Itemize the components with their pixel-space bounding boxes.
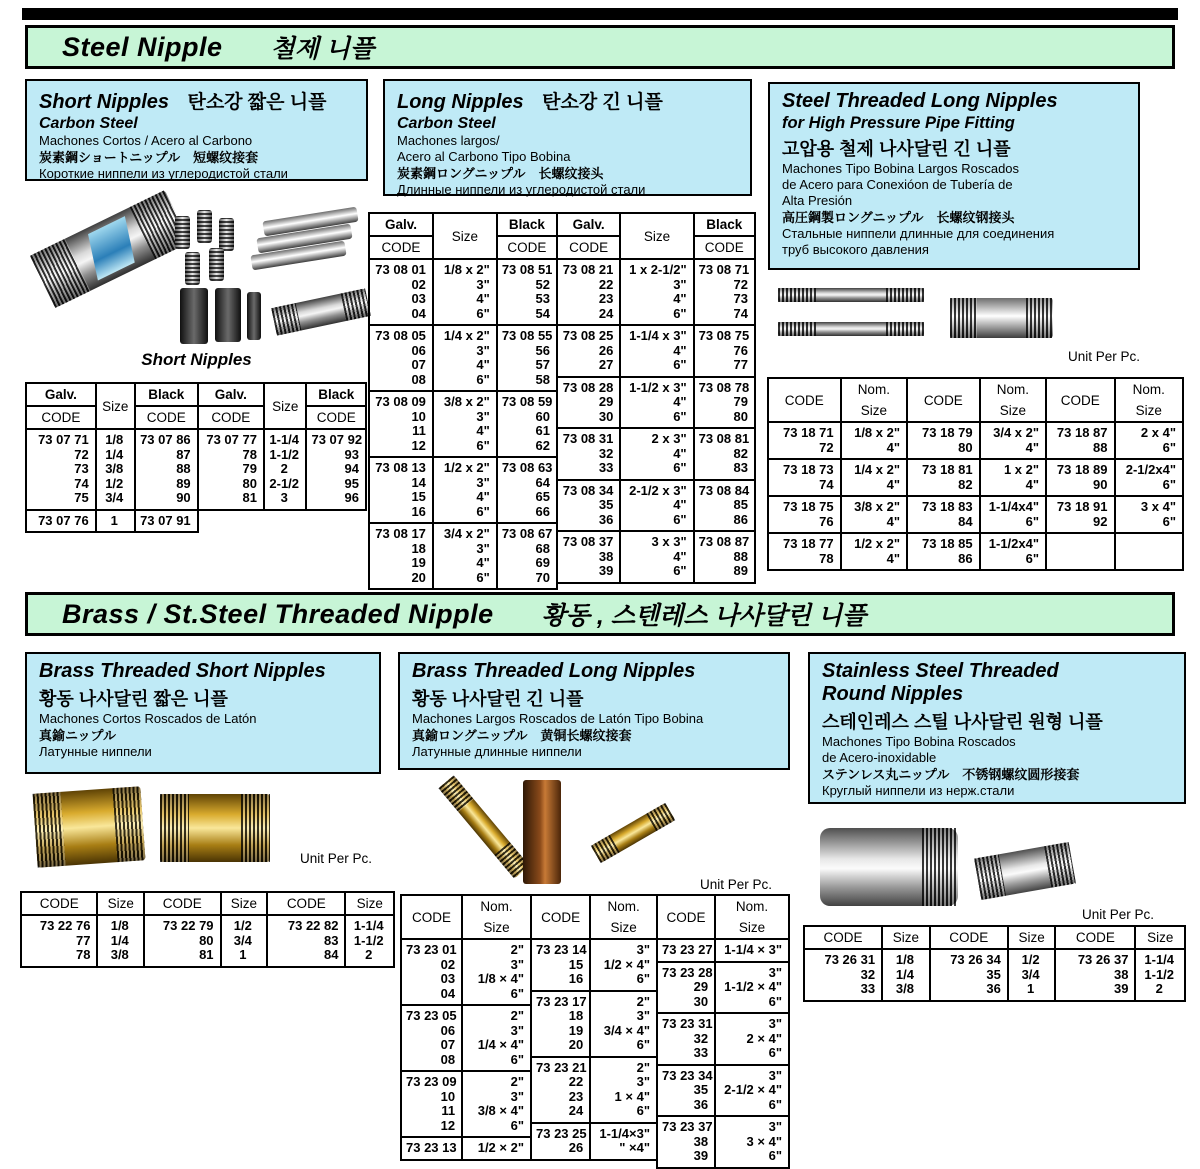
label-russian: Круглый ниппели из нерж.стали: [822, 783, 1015, 798]
section-title: Long Nipples: [397, 91, 524, 113]
long-threaded-nipple-image: [778, 322, 924, 336]
photo-caption: Short Nipples: [141, 350, 252, 369]
stainless-nipple-large-image: [820, 828, 958, 906]
section-steel-threaded-header: [768, 82, 1140, 270]
top-rule: [22, 8, 1178, 20]
brass-long-table-1: CODE Nom. Size 73 23 01 02 03 04 2" 3" 1/8 × 4" 6" 73 23 05 06 07 08 2" 3" 1/4 × 4" 6" 73 23 09 10 11 12 2" 3" 3/8 × 4" 6" 73 23 13 1/2 × 2": [400, 894, 532, 1161]
copper-tube-image: [523, 780, 561, 884]
section-title-korean: 황동 나사달린 짧은 니플: [39, 689, 228, 709]
stainless-table: CODE Size CODE Size CODE Size 73 26 31 32 33 1/8 1/4 3/8 73 26 34 35 36 1/2 3/4 1 73 26 37 38 39 1-1/4 1-1/2 2: [803, 925, 1186, 1002]
small-nipple-image: [175, 216, 190, 249]
unit-per-pc-label: Unit Per Pc.: [700, 877, 773, 892]
label-japanese: 真鍮ニップル: [39, 728, 116, 743]
stainless-photo: [815, 818, 1155, 918]
black-nipple-image: [247, 292, 261, 340]
brass-nipple-image: [160, 794, 270, 862]
small-nipple-image: [209, 248, 224, 281]
black-nipple-image: [215, 288, 241, 342]
section-title-row: [39, 87, 356, 114]
long-nipples-table-right: Galv. CODE Size Black CODE 73 08 21 22 23 24 1 x 2-1/2" 3" 4" 6" 73 08 71 72 73 74 73 08 25 26 27 1-1/4 x 3" 4" 6" 73 08 75 76 77 73 08 28 29 30 1-1/2 x 3" 4" 6" 73 08 78 79 80 73 08 31 32 33 2 x 3" 4" 6" 73 08 81 82 83 73 08 34 35 36 2-1/2 x 3" 4" 6" 73 08 84 85 86 73 08 37 38 39 3 x 3" 4" 6" 73 08 87 88 89: [556, 212, 756, 584]
section-long-nipples-header: [383, 79, 752, 196]
label-spanish: Machones largos/: [397, 133, 500, 148]
section-brass-long-header: [398, 652, 790, 770]
label-japanese-chinese: 真鍮ロングニップル 黄铜长螺纹接套: [412, 728, 632, 743]
label-spanish: Machones Cortos / Acero al Carbono: [39, 133, 253, 148]
section-title-korean: 탄소강 긴 니플: [542, 92, 663, 113]
unit-per-pc-label: Unit Per Pc.: [300, 851, 373, 866]
banner-title-korean: 황동 , 스텐레스 나사달린 니플: [541, 602, 867, 630]
banner-title: Steel Nipple: [62, 31, 223, 62]
label-russian: Короткие ниппели из углеродистой стали: [39, 166, 288, 181]
label-russian: Длинные ниппели из углеродистой стали: [397, 182, 646, 197]
label-russian: Латунные длинные ниппели: [412, 744, 582, 759]
section-title-korean: 탄소강 짧은 니플: [187, 92, 327, 113]
section-title-korean: 황동 나사달린 긴 니플: [412, 689, 584, 709]
black-nipple-image: [180, 288, 208, 344]
label-japanese-chinese: ステンレス丸ニップル 不锈钢螺纹圆形接套: [822, 767, 1080, 782]
brass-long-tables: [400, 894, 790, 1169]
label-spanish: Machones Tipo Bobina Largos Roscados: [782, 161, 1020, 176]
section-title: Brass Threaded Long Nipples: [412, 660, 696, 682]
section-brass-short-header: [25, 652, 381, 774]
brass-long-table-3: CODE Nom. Size 73 23 27 1-1/4 × 3" 73 23 28 29 30 3" 1-1/2 × 4" 6" 73 23 31 32 33 3" 2 × 4" 6" 73 23 34 35 36 3" 2-1/2 × 4" 6" 73 23 37 38 39 3" 3 × 4" 6": [656, 894, 790, 1169]
section-title-korean: 스테인레스 스틸 나사달린 원형 니플: [822, 712, 1103, 732]
label-japanese-chinese: 炭素鋼ショートニップル 短螺纹接套: [39, 150, 259, 165]
label-spanish: Acero al Carbono Tipo Bobina: [397, 149, 571, 164]
label-spanish: Machones Cortos Roscados de Latón: [39, 711, 257, 726]
label-russian: Стальные ниппели длинные для соединения: [782, 226, 1055, 241]
section-title: Short Nipples: [39, 91, 170, 113]
galvanized-nipple-image: [950, 298, 1053, 338]
main-banner-brass-ststeel: [25, 592, 1175, 636]
stainless-nipple-small-image: [974, 842, 1076, 900]
steel-nipple-large-image: [30, 190, 190, 308]
banner-title-korean: 철제 니플: [270, 35, 375, 63]
section-subtitle: for High Pressure Pipe Fitting: [782, 114, 1015, 132]
label-japanese-chinese: 炭素鋼ロングニップル 长螺纹接头: [397, 166, 604, 181]
brass-short-photo: [30, 782, 310, 882]
brass-short-table: CODE Size CODE Size CODE Size 73 22 76 77 78 1/8 1/4 3/8 73 22 79 80 81 1/2 3/4 1 73 22 82 83 84 1-1/4 1-1/2 2: [20, 891, 395, 968]
section-title: Stainless Steel Threaded: [822, 660, 1059, 682]
section-short-nipples-header: [25, 79, 368, 181]
brass-tube-image: [591, 803, 675, 863]
label-russian: Латунные ниппели: [39, 744, 152, 759]
short-nipples-table: Galv. CODE Size Black CODE Galv. CODE Size Black CODE 73 07 71 72 73 74 75 1/8 1/4 3/8 1/2 3/4 73 07 86 87 88 89 90 73 07 77 78 79 80 81 1-1/4 1-1/2 2 2-1/2 3 73 07 92 93 94 95 96 73 07 76 1 73 07 91: [25, 382, 367, 533]
section-stainless-header: [808, 652, 1186, 804]
nipple-blue-label: [87, 216, 133, 281]
short-nipples-photo: [25, 190, 370, 350]
brass-long-photo: [415, 775, 715, 887]
unit-per-pc-label: Unit Per Pc.: [1068, 349, 1141, 364]
unit-per-pc-label: Unit Per Pc.: [1082, 907, 1155, 922]
small-nipple-image: [219, 218, 234, 251]
label-russian: труб высокого давления: [782, 242, 929, 257]
section-title: Steel Threaded Long Nipples: [782, 90, 1058, 112]
label-spanish: de Acero-inoxidable: [822, 750, 937, 765]
section-subtitle: Carbon Steel: [397, 115, 496, 132]
brass-tube-image: [438, 775, 529, 878]
section-title: Brass Threaded Short Nipples: [39, 660, 326, 682]
long-threaded-nipple-image: [778, 288, 924, 302]
brass-nipple-image: [33, 786, 146, 867]
section-title-line2: Round Nipples: [822, 683, 964, 705]
brass-long-table-2: CODE Nom. Size 73 23 14 15 16 3" 1/2 × 4" 6" 73 23 17 18 19 20 2" 3" 3/4 × 4" 6" 73 23 21 22 23 24 2" 3" 1 × 4" 6" 73 23 25 26 1-1/4×3" " ×4": [530, 894, 658, 1161]
label-spanish: de Acero para Conexióon de Tubería de: [782, 177, 1013, 192]
steel-threaded-photo: [775, 282, 1175, 357]
small-nipple-image: [197, 210, 212, 243]
main-banner-steel-nipple: [25, 25, 1175, 69]
steel-threaded-table: CODE Nom. Size CODE Nom. Size CODE Nom. Size 73 18 71 72 1/8 x 2" 4" 73 18 79 80 3/4 x 2" 4" 73 18 87 88 2 x 4" 6" 73 18 73 74 1/4 x 2" 4" 73 18 81 82 1 x 2" 4" 73 18 89 90 2-1/2x4" 6" 73 18 75 76 3/8 x 2" 4" 73 18 83 84 1-1/4x4" 6" 73 18 91 92 3 x 4" 6" 73 18 77 78 1/2 x 2" 4" 73 18 85 86 1-1/2x4" 6": [767, 377, 1184, 571]
long-nipples-tables: [368, 212, 758, 590]
section-title-korean: 고압용 철제 나사달린 긴 니플: [782, 139, 1011, 159]
long-nipples-table-left: Galv. CODE Size Black CODE 73 08 01 02 03 04 1/8 x 2" 3" 4" 6" 73 08 51 52 53 54 73 08 05 06 07 08 1/4 x 2" 3" 4" 6" 73 08 55 56 57 58 73 08 09 10 11 12 3/8 x 2" 3" 4" 6" 73 08 59 60 61 62 73 08 13 14 15 16 1/2 x 2" 3" 4" 6" 73 08 63 64 65 66 73 08 17 18 19 20 3/4 x 2" 3" 4" 6" 73 08 67 68 69 70: [368, 212, 558, 590]
label-spanish: Alta Presión: [782, 193, 853, 208]
label-spanish: Machones Largos Roscados de Latón Tipo Bobina: [412, 711, 704, 726]
label-spanish: Machones Tipo Bobina Roscados: [822, 734, 1016, 749]
section-title-row: [397, 87, 740, 114]
label-japanese-chinese: 高圧鋼製ロングニップル 长螺纹钢接头: [782, 210, 1015, 225]
small-nipple-image: [185, 252, 200, 285]
section-subtitle: Carbon Steel: [39, 115, 138, 132]
banner-title: Brass / St.Steel Threaded Nipple: [62, 598, 494, 629]
steel-nipple-image: [271, 288, 371, 335]
